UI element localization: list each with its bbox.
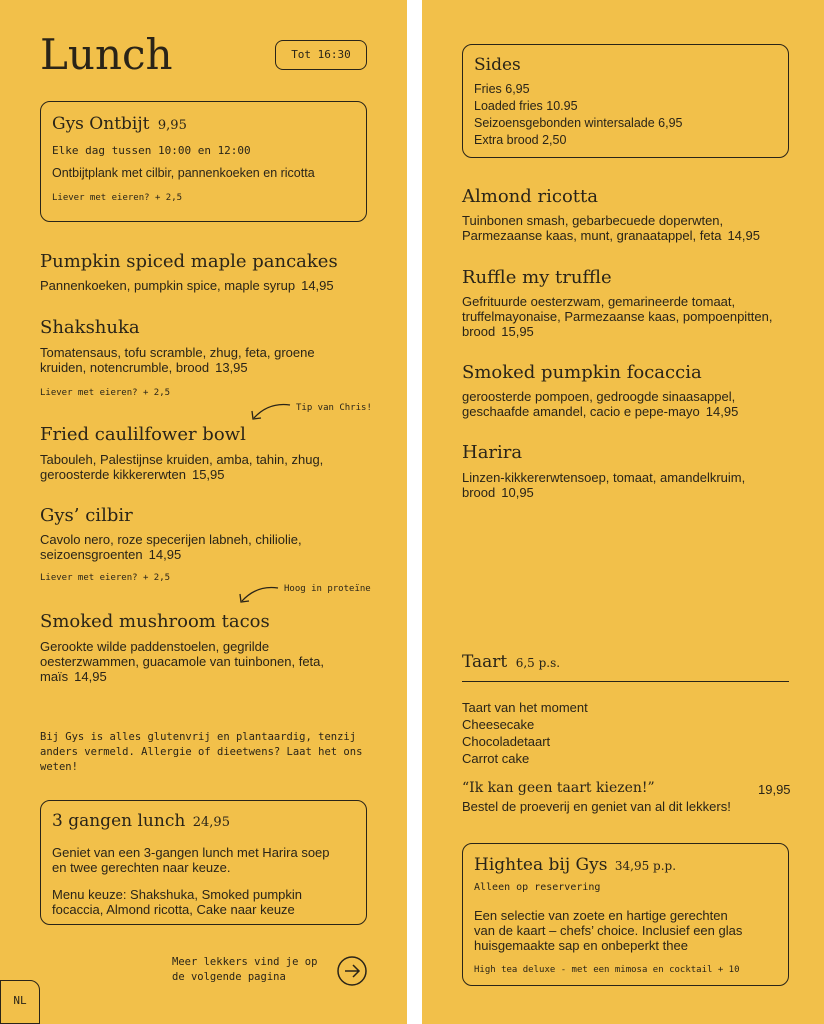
taart-quote-price: 19,95 xyxy=(758,782,791,797)
next-page-hint xyxy=(172,955,317,985)
dish-price: 13,95 xyxy=(215,360,248,375)
tip-label: Hoog in proteïne xyxy=(284,584,371,594)
dish-desc xyxy=(462,294,773,339)
sides-title: Sides xyxy=(474,55,521,75)
allergy-note-line: weten! xyxy=(40,761,78,773)
taart-quote: “Ik kan geen taart kiezen!” xyxy=(462,780,655,796)
time-badge: Tot 16:30 xyxy=(275,40,367,70)
three-course-choice-line: Menu keuze: Shakshuka, Smoked pumpkin xyxy=(52,887,303,902)
breakfast-price: 9,95 xyxy=(157,118,187,133)
dish-note: Liever met eieren? + 2,5 xyxy=(40,388,171,398)
taart-item: Taart van het moment xyxy=(462,700,588,715)
dish-desc-line: Cavolo nero, roze specerijen labneh, chiliolie, xyxy=(40,532,302,547)
sides-box xyxy=(462,44,789,158)
dish-price: 14,95 xyxy=(727,228,760,243)
hightea-desc-line: Een selectie van zoete en hartige gerechten xyxy=(474,908,728,923)
dish-desc-line: oesterzwammen, guacamole van tuinbonen, feta, xyxy=(40,654,325,669)
dish-price: 15,95 xyxy=(191,467,225,482)
taart-item: Cheesecake xyxy=(462,717,535,732)
dish-name: Ruffle my truffle xyxy=(462,267,612,288)
dish-name: Shakshuka xyxy=(40,317,140,338)
dish-desc xyxy=(40,639,324,684)
dish-desc-line: kruiden, notencrumble, brood xyxy=(40,360,210,375)
dish-name: Smoked pumpkin focaccia xyxy=(462,362,702,383)
dish-desc-line: Tabouleh, Palestijnse kruiden, amba, tahin, zhug, xyxy=(40,452,324,467)
taart-list xyxy=(462,699,588,767)
breakfast-note: Liever met eieren? + 2,5 xyxy=(52,193,183,203)
menu-page-left xyxy=(0,0,407,1024)
page-title: Lunch xyxy=(40,30,173,79)
dish-desc-line: maïs xyxy=(40,669,69,684)
dish-price: 14,95 xyxy=(705,404,739,419)
three-course-desc-line: en twee gerechten naar keuze. xyxy=(52,860,231,875)
three-course-choices xyxy=(52,887,302,917)
taart-item: Carrot cake xyxy=(462,751,530,766)
dish-desc xyxy=(462,213,760,243)
dish-desc-line: brood xyxy=(462,324,496,339)
dish-name: Smoked mushroom tacos xyxy=(40,611,270,632)
breakfast-title xyxy=(52,114,187,134)
arrow-right-circle-icon[interactable] xyxy=(336,955,368,987)
sides-item: Fries 6,95 xyxy=(474,82,530,96)
dish-desc-line: Linzen-kikkererwtensoep, tomaat, amandelkruim, xyxy=(462,470,746,485)
three-course-name: 3 gangen lunch xyxy=(52,811,186,831)
sides-item: Seizoensgebonden wintersalade 6,95 xyxy=(474,116,683,130)
next-page-hint-line: de volgende pagina xyxy=(172,971,286,983)
hightea-desc-line: huisgemaakte sap en onbeperkt thee xyxy=(474,938,688,953)
sides-item: Extra brood 2,50 xyxy=(474,133,567,147)
three-course-desc-line: Geniet van een 3-gangen lunch met Harira soep xyxy=(52,845,330,860)
dish-desc xyxy=(40,532,302,562)
dish-price: 10,95 xyxy=(501,485,534,500)
three-course-price: 24,95 xyxy=(192,815,230,830)
allergy-note xyxy=(40,730,362,775)
taart-header xyxy=(462,652,560,672)
hightea-desc-line: van de kaart – chefs’ choice. Inclusief een glas xyxy=(474,923,743,938)
three-course-choice-line: focaccia, Almond ricotta, Cake naar keuze xyxy=(52,902,295,917)
dish-desc-line: Gerookte wilde paddenstoelen, gegrilde xyxy=(40,639,270,654)
dish-name: Gys’ cilbir xyxy=(40,505,133,526)
sides-item: Loaded fries 10.95 xyxy=(474,99,578,113)
dish-name: Fried caulilfower bowl xyxy=(40,424,246,445)
dish-desc xyxy=(40,278,334,293)
dish-desc-text: Pannenkoeken, pumpkin spice, maple syrup xyxy=(40,278,296,293)
three-course-box xyxy=(40,800,367,925)
dish-note: Liever met eieren? + 2,5 xyxy=(40,573,171,583)
dish-price: 14,95 xyxy=(301,278,334,293)
taart-title: Taart xyxy=(462,652,508,672)
dish-desc xyxy=(462,470,745,500)
breakfast-hours: Elke dag tussen 10:00 en 12:00 xyxy=(52,144,251,157)
dish-name: Almond ricotta xyxy=(462,186,598,207)
divider xyxy=(462,681,789,682)
dish-desc-line: geroosterde pompoen, gedroogde sinaasappel, xyxy=(462,389,736,404)
tip-label: Tip van Chris! xyxy=(296,403,372,413)
dish-desc-line: geroosterde kikkererwten xyxy=(40,467,186,482)
hightea-price: 34,95 p.p. xyxy=(614,859,677,873)
dish-desc-line: Parmezaanse kaas, munt, granaatappel, feta xyxy=(462,228,722,243)
dish-name: Harira xyxy=(462,442,523,463)
dish-desc xyxy=(40,452,323,482)
sides-list xyxy=(474,81,683,149)
allergy-note-line: anders vermeld. Allergie of dieetwens? Laat het ons xyxy=(40,746,363,758)
dish-desc-line: brood xyxy=(462,485,496,500)
next-page-hint-line: Meer lekkers vind je op xyxy=(172,956,318,968)
hightea-desc xyxy=(474,908,742,953)
hightea-name: Hightea bij Gys xyxy=(474,855,608,875)
language-tab[interactable]: NL xyxy=(0,980,40,1024)
dish-desc-line: truffelmayonaise, Parmezaanse kaas, pompoenpitten, xyxy=(462,309,773,324)
taart-price: 6,5 p.s. xyxy=(515,656,561,670)
three-course-desc xyxy=(52,845,330,875)
three-course-title xyxy=(52,811,230,831)
dish-desc-line: Tomatensaus, tofu scramble, zhug, feta, groene xyxy=(40,345,315,360)
curved-arrow-icon xyxy=(248,400,292,422)
curved-arrow-icon xyxy=(236,583,280,605)
dish-price: 14,95 xyxy=(74,669,107,684)
dish-price: 14,95 xyxy=(148,547,182,562)
hightea-box xyxy=(462,843,789,986)
hightea-deluxe: High tea deluxe - met een mimosa en cocktail + 10 xyxy=(474,965,740,975)
breakfast-box xyxy=(40,101,367,222)
taart-quote-desc: Bestel de proeverij en geniet van al dit lekkers! xyxy=(462,799,731,814)
breakfast-name: Gys Ontbijt xyxy=(52,114,150,134)
dish-price: 15,95 xyxy=(501,324,534,339)
dish-name: Pumpkin spiced maple pancakes xyxy=(40,251,338,272)
dish-desc-line: Tuinbonen smash, gebarbecuede doperwten, xyxy=(462,213,724,228)
hightea-title xyxy=(474,855,676,875)
taart-item: Chocoladetaart xyxy=(462,734,551,749)
dish-desc xyxy=(462,389,738,419)
dish-desc-line: seizoensgroenten xyxy=(40,547,143,562)
dish-desc xyxy=(40,345,315,375)
dish-desc-line: geschaafde amandel, cacio e pepe-mayo xyxy=(462,404,700,419)
allergy-note-line: Bij Gys is alles glutenvrij en plantaardig, tenzij xyxy=(40,731,357,743)
breakfast-desc: Ontbijtplank met cilbir, pannenkoeken en ricotta xyxy=(52,166,315,180)
hightea-reservation: Alleen op reservering xyxy=(474,882,601,893)
dish-desc-line: Gefrituurde oesterzwam, gemarineerde tomaat, xyxy=(462,294,736,309)
menu-page-right xyxy=(422,0,824,1024)
